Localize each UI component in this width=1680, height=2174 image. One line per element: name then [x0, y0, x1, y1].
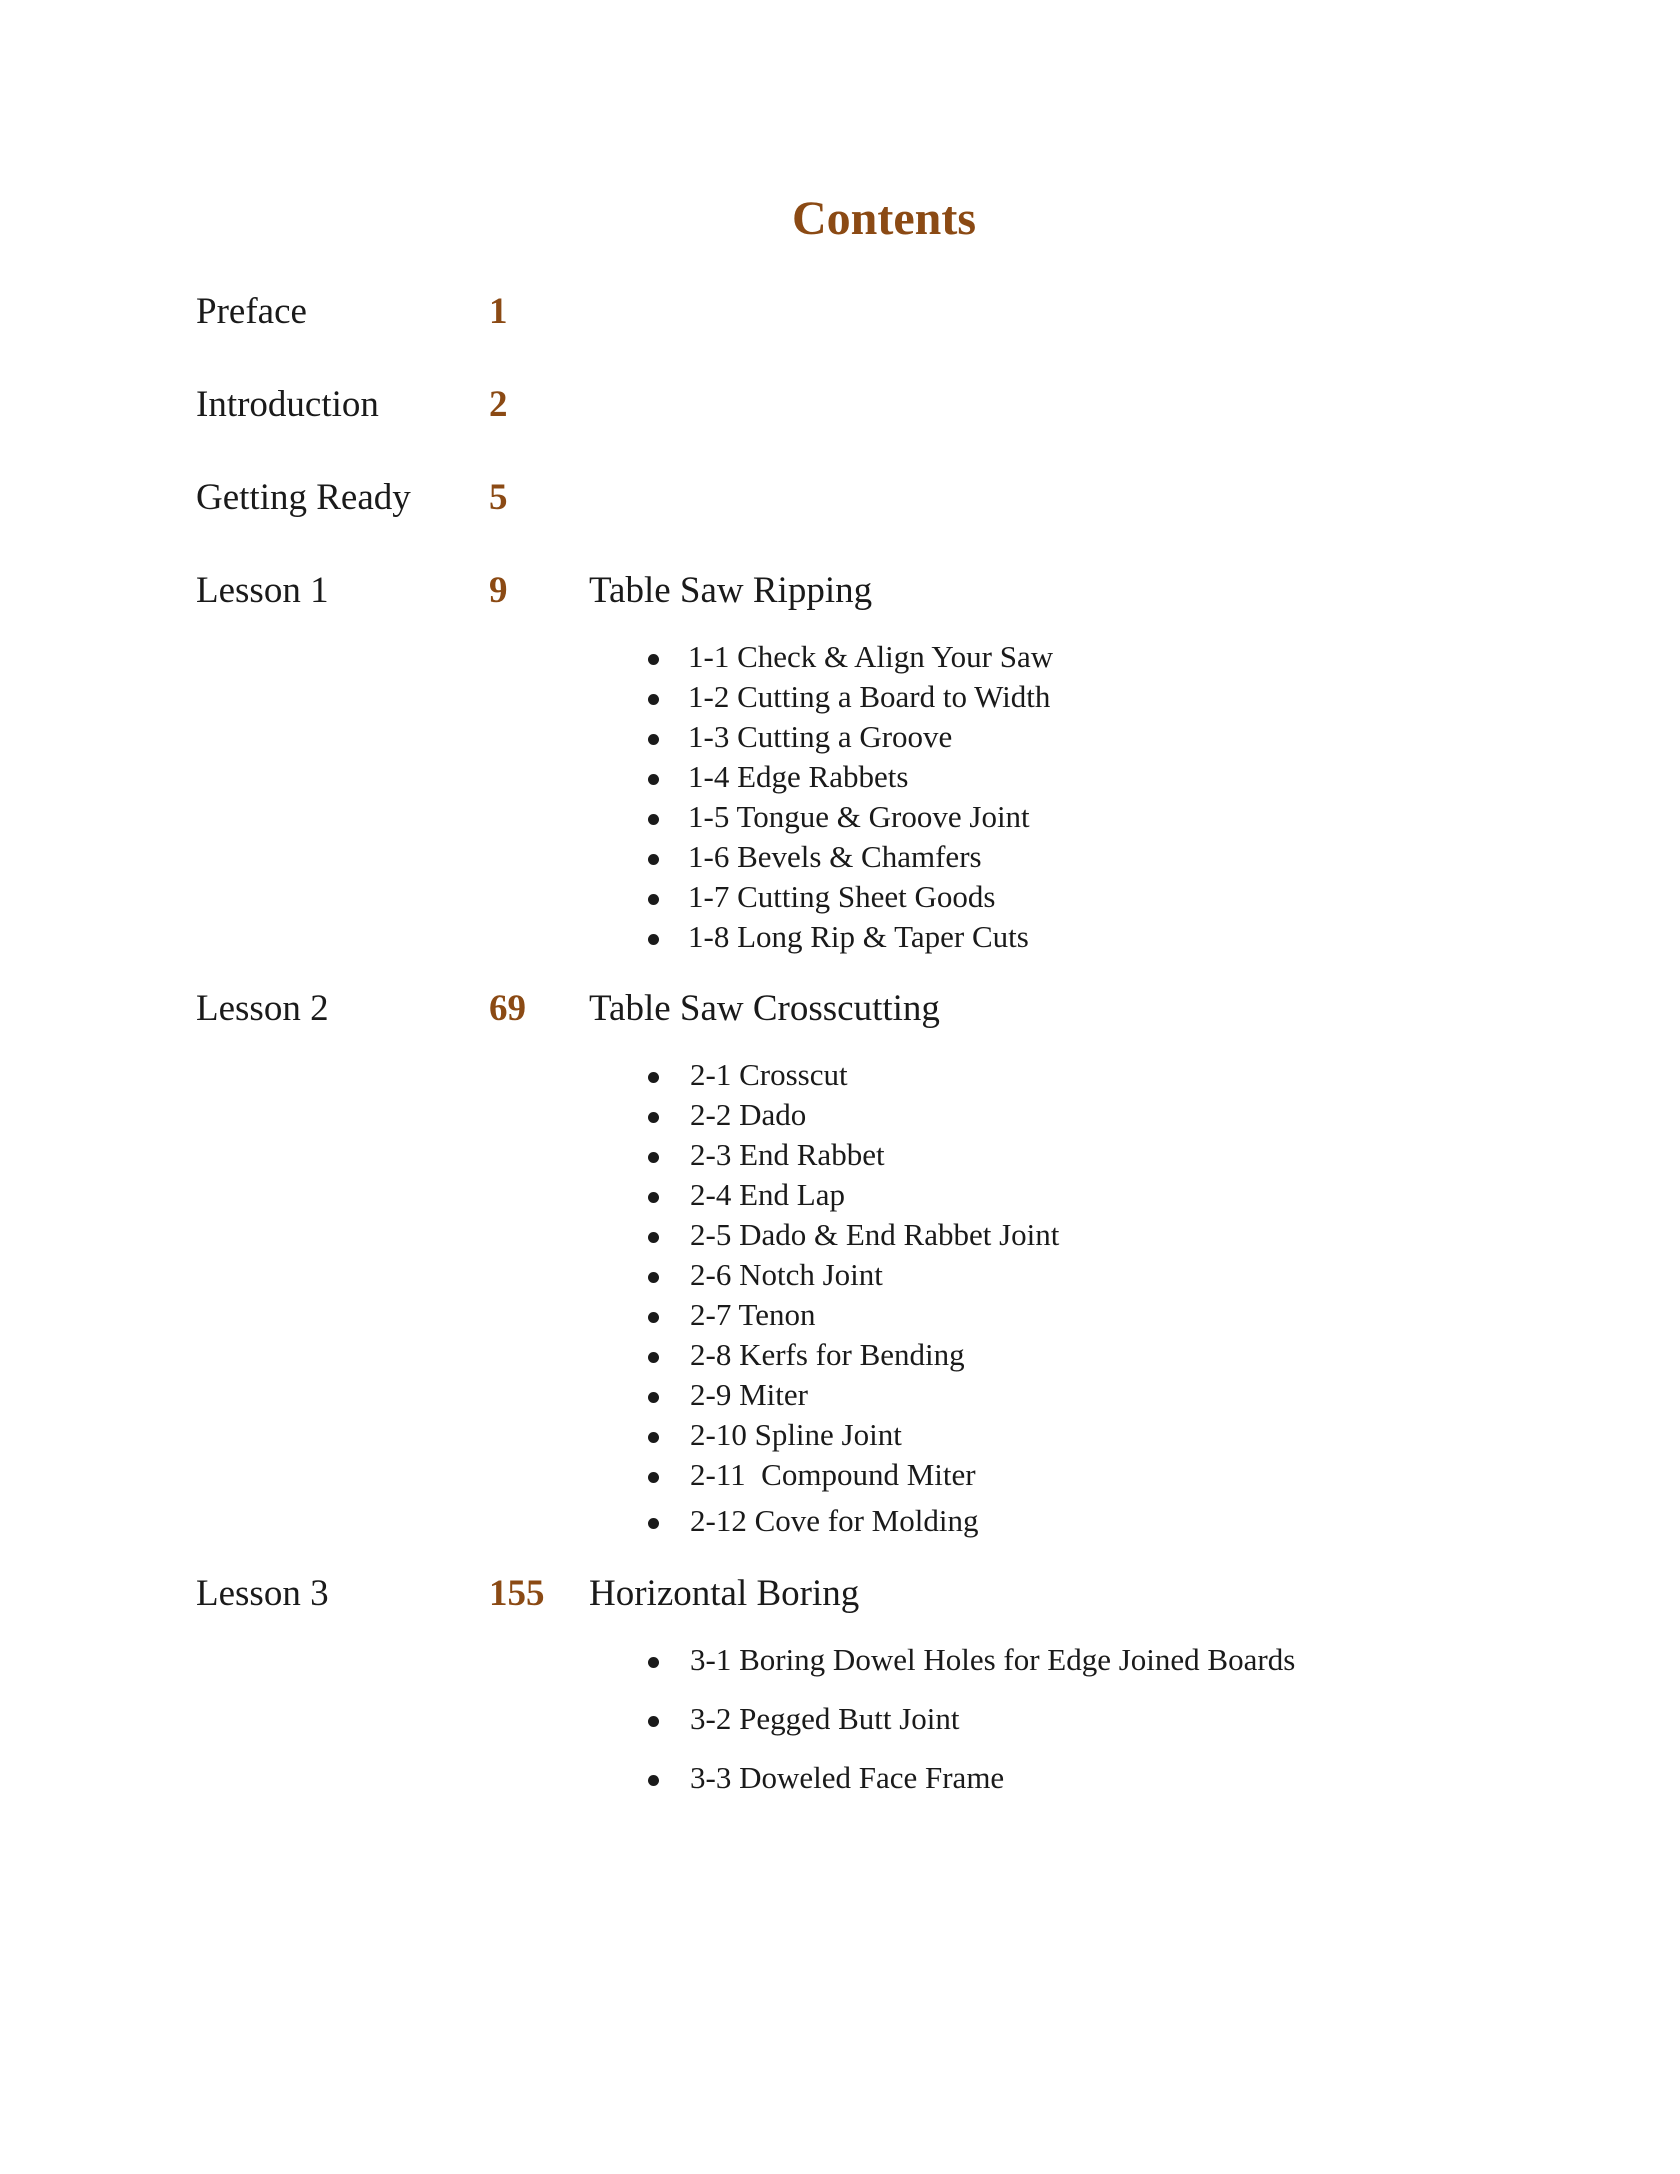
list-item[interactable]: 3-1 Boring Dowel Holes for Edge Joined Boards — [0, 1644, 1500, 1684]
bullet-icon — [648, 1518, 659, 1529]
bullet-icon — [648, 1192, 659, 1203]
list-item[interactable]: 2-6 Notch Joint — [0, 1259, 1500, 1299]
list-item[interactable]: 2-9 Miter — [0, 1379, 1500, 1419]
toc-entry-preface[interactable] — [0, 293, 1680, 343]
bullet-icon — [648, 1392, 659, 1403]
list-item[interactable]: 1-6 Bevels & Chamfers — [0, 841, 1500, 881]
entry-label: Introduction — [196, 384, 379, 425]
list-item[interactable]: 2-8 Kerfs for Bending — [0, 1339, 1500, 1379]
list-item[interactable]: 2-1 Crosscut — [0, 1059, 1500, 1099]
toc-entry-lesson-3[interactable] — [0, 1575, 1680, 1625]
bullet-icon — [648, 1432, 659, 1443]
bullet-icon — [648, 1152, 659, 1163]
bullet-icon — [648, 814, 659, 825]
entry-heading: Horizontal Boring — [589, 1573, 860, 1614]
toc-entry-introduction[interactable] — [0, 386, 1680, 436]
bullet-icon — [648, 1352, 659, 1363]
list-item[interactable]: 2-2 Dado — [0, 1099, 1500, 1139]
list-item[interactable]: 2-4 End Lap — [0, 1179, 1500, 1219]
toc-entry-lesson-2[interactable] — [0, 990, 1680, 1040]
bullet-icon — [648, 1775, 659, 1786]
toc-entry-getting-ready[interactable] — [0, 479, 1680, 529]
entry-page-number: 69 — [489, 988, 526, 1029]
entry-heading: Table Saw Ripping — [589, 570, 873, 611]
list-item[interactable]: 2-10 Spline Joint — [0, 1419, 1500, 1459]
bullet-icon — [648, 1112, 659, 1123]
list-item[interactable]: 1-7 Cutting Sheet Goods — [0, 881, 1500, 921]
entry-label: Lesson 1 — [196, 570, 329, 611]
bullet-icon — [648, 1716, 659, 1727]
list-item[interactable]: 2-3 End Rabbet — [0, 1139, 1500, 1179]
list-item[interactable]: 1-4 Edge Rabbets — [0, 761, 1500, 801]
bullet-icon — [648, 1072, 659, 1083]
bullet-icon — [648, 854, 659, 865]
list-item[interactable]: 1-8 Long Rip & Taper Cuts — [0, 921, 1500, 961]
bullet-icon — [648, 734, 659, 745]
bullet-icon — [648, 894, 659, 905]
bullet-icon — [648, 774, 659, 785]
bullet-icon — [648, 1657, 659, 1668]
bullet-icon — [648, 1272, 659, 1283]
bullet-icon — [648, 654, 659, 665]
list-item[interactable]: 2-7 Tenon — [0, 1299, 1500, 1339]
entry-page-number: 1 — [489, 291, 508, 332]
entry-heading: Table Saw Crosscutting — [589, 988, 940, 1029]
bullet-icon — [648, 934, 659, 945]
bullet-icon — [648, 1232, 659, 1243]
list-item[interactable]: 2-12 Cove for Molding — [0, 1505, 1500, 1545]
bullet-icon — [648, 1312, 659, 1323]
list-item[interactable]: 2-5 Dado & End Rabbet Joint — [0, 1219, 1500, 1259]
toc-entry-lesson-1[interactable] — [0, 572, 1680, 622]
entry-label: Getting Ready — [196, 477, 411, 518]
list-item[interactable]: 1-5 Tongue & Groove Joint — [0, 801, 1500, 841]
entry-page-number: 155 — [489, 1573, 545, 1614]
list-item[interactable]: 1-3 Cutting a Groove — [0, 721, 1500, 761]
entry-page-number: 5 — [489, 477, 508, 518]
list-item[interactable]: 2-11 Compound Miter — [0, 1459, 1500, 1499]
bullet-icon — [648, 694, 659, 705]
entry-page-number: 2 — [489, 384, 508, 425]
entry-label: Lesson 2 — [196, 988, 329, 1029]
page-title: Contents — [791, 192, 976, 245]
list-item[interactable]: 1-1 Check & Align Your Saw — [0, 641, 1500, 681]
list-item[interactable]: 3-2 Pegged Butt Joint — [0, 1703, 1500, 1743]
list-item[interactable]: 3-3 Doweled Face Frame — [0, 1762, 1500, 1802]
list-item[interactable]: 1-2 Cutting a Board to Width — [0, 681, 1500, 721]
entry-label: Lesson 3 — [196, 1573, 329, 1614]
entry-label: Preface — [196, 291, 307, 332]
bullet-icon — [648, 1472, 659, 1483]
entry-page-number: 9 — [489, 570, 508, 611]
